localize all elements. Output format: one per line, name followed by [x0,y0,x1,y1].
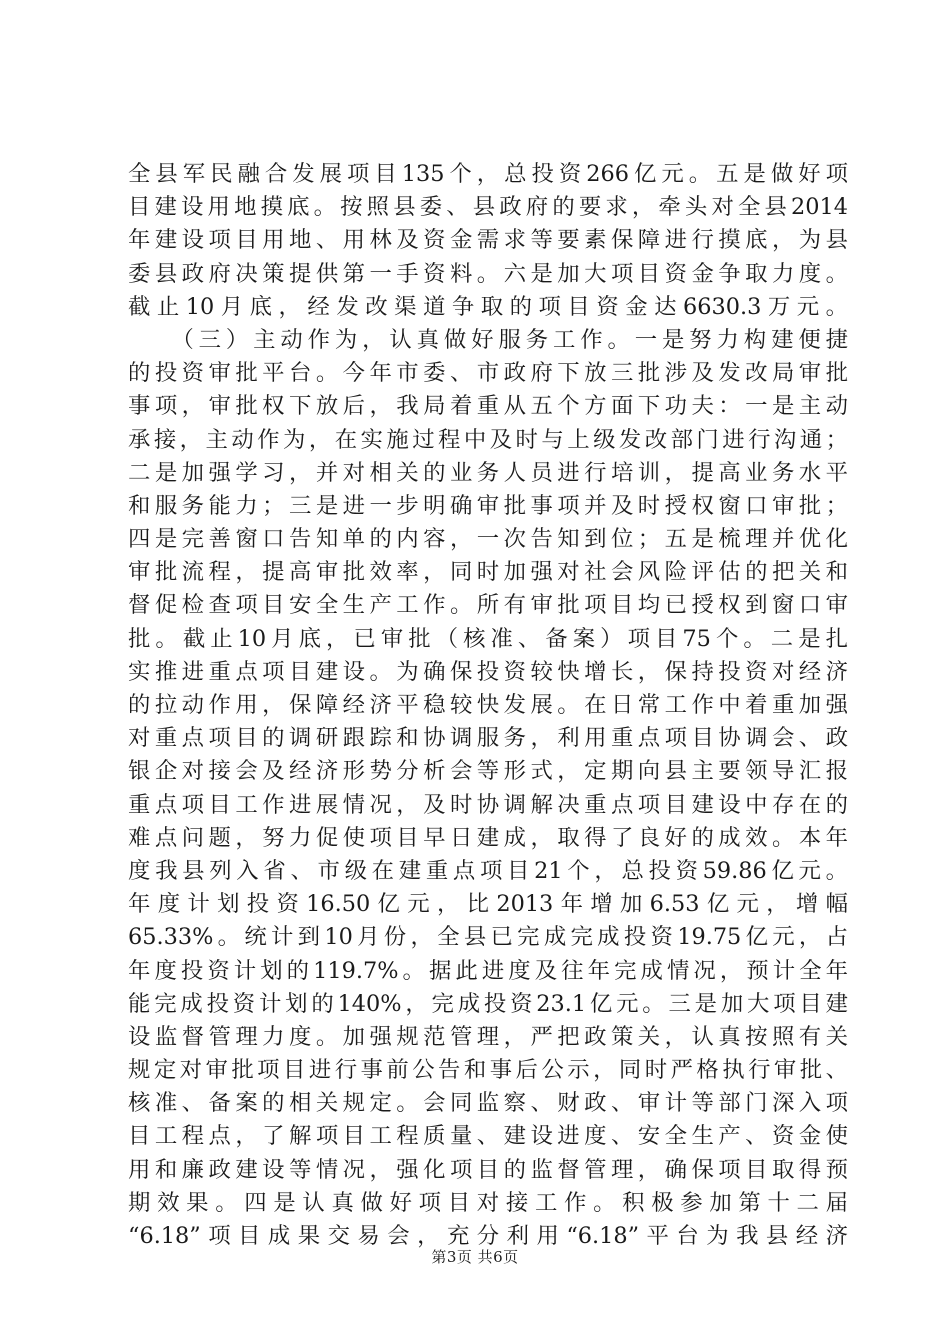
body-text [128,158,848,1253]
text-line: 督促检查项目安全生产工作。所有审批项目均已授权到窗口审 [128,592,848,619]
text-line: 核准、备案的相关规定。会同监察、财政、审计等部门深入项 [128,1090,848,1117]
text-line: 目工程点，了解项目工程质量、建设进度、安全生产、资金使 [128,1123,848,1150]
text-line: 用和廉政建设等情况，强化项目的监督管理，确保项目取得预 [128,1156,848,1183]
page-footer: 第3页 共6页 [431,1248,519,1266]
text-line: 委县政府决策提供第一手资料。六是加大项目资金争取力度。 [128,260,848,287]
text-line: 设监督管理力度。加强规范管理，严把政策关，认真按照有关 [128,1023,848,1050]
text-line: 目建设用地摸底。按照县委、县政府的要求，牵头对全县2014 [128,194,848,221]
text-line: 规定对审批项目进行事前公告和事后公示，同时严格执行审批、 [128,1057,848,1084]
text-line: 对重点项目的调研跟踪和协调服务，利用重点项目协调会、政 [128,725,848,752]
text-line: 期效果。四是认真做好项目对接工作。积极参加第十二届 [128,1189,848,1216]
text-line: 难点问题，努力促使项目早日建成，取得了良好的成效。本年 [128,824,848,851]
text-line: 四是完善窗口告知单的内容，一次告知到位；五是梳理并优化 [128,526,848,553]
text-line: 的投资审批平台。今年市委、市政府下放三批涉及发改局审批 [128,360,848,387]
text-line: 批。截止10月底，已审批（核准、备案）项目75个。二是扎 [128,625,848,652]
text-line: 事项，审批权下放后，我局着重从五个方面下功夫：一是主动 [128,393,848,420]
text-line: 银企对接会及经济形势分析会等形式，定期向县主要领导汇报 [128,758,848,785]
text-line: 审批流程，提高审批效率，同时加强对社会风险评估的把关和 [128,559,848,586]
text-line: 度我县列入省、市级在建重点项目21个，总投资59.86亿元。 [128,857,848,884]
text-line: 全县军民融合发展项目135个，总投资266亿元。五是做好项 [128,161,848,187]
text-line: 年度投资计划的119.7%。据此进度及往年完成情况，预计全年 [128,957,848,984]
text-line: 和服务能力；三是进一步明确审批事项并及时授权窗口审批； [128,492,848,519]
text-line: 年度计划投资16.50亿元，比2013年增加6.53亿元，增幅 [128,891,848,918]
text-line: 年建设项目用地、用林及资金需求等要素保障进行摸底，为县 [128,227,848,254]
text-line: 截止10月底，经发改渠道争取的项目资金达6630.3万元。 [128,293,848,320]
text-line: 重点项目工作进展情况，及时协调解决重点项目建设中存在的 [128,791,848,818]
text-line: 的拉动作用，保障经济平稳较快发展。在日常工作中着重加强 [128,692,848,718]
text-line: 能完成投资计划的140%，完成投资23.1亿元。三是加大项目建 [128,990,848,1017]
text-line: “6.18”项目成果交易会，充分利用“6.18”平台为我县经济 [128,1223,848,1249]
text-line: 二是加强学习，并对相关的业务人员进行培训，提高业务水平 [128,459,848,486]
text-line: 65.33%。统计到10月份，全县已完成完成投资19.75亿元，占 [128,924,848,951]
text-line: 承接，主动作为，在实施过程中及时与上级发改部门进行沟通； [128,426,848,453]
text-line: （三）主动作为，认真做好服务工作。一是努力构建便捷 [128,326,848,353]
text-line: 实推进重点项目建设。为确保投资较快增长，保持投资对经济 [128,658,848,685]
